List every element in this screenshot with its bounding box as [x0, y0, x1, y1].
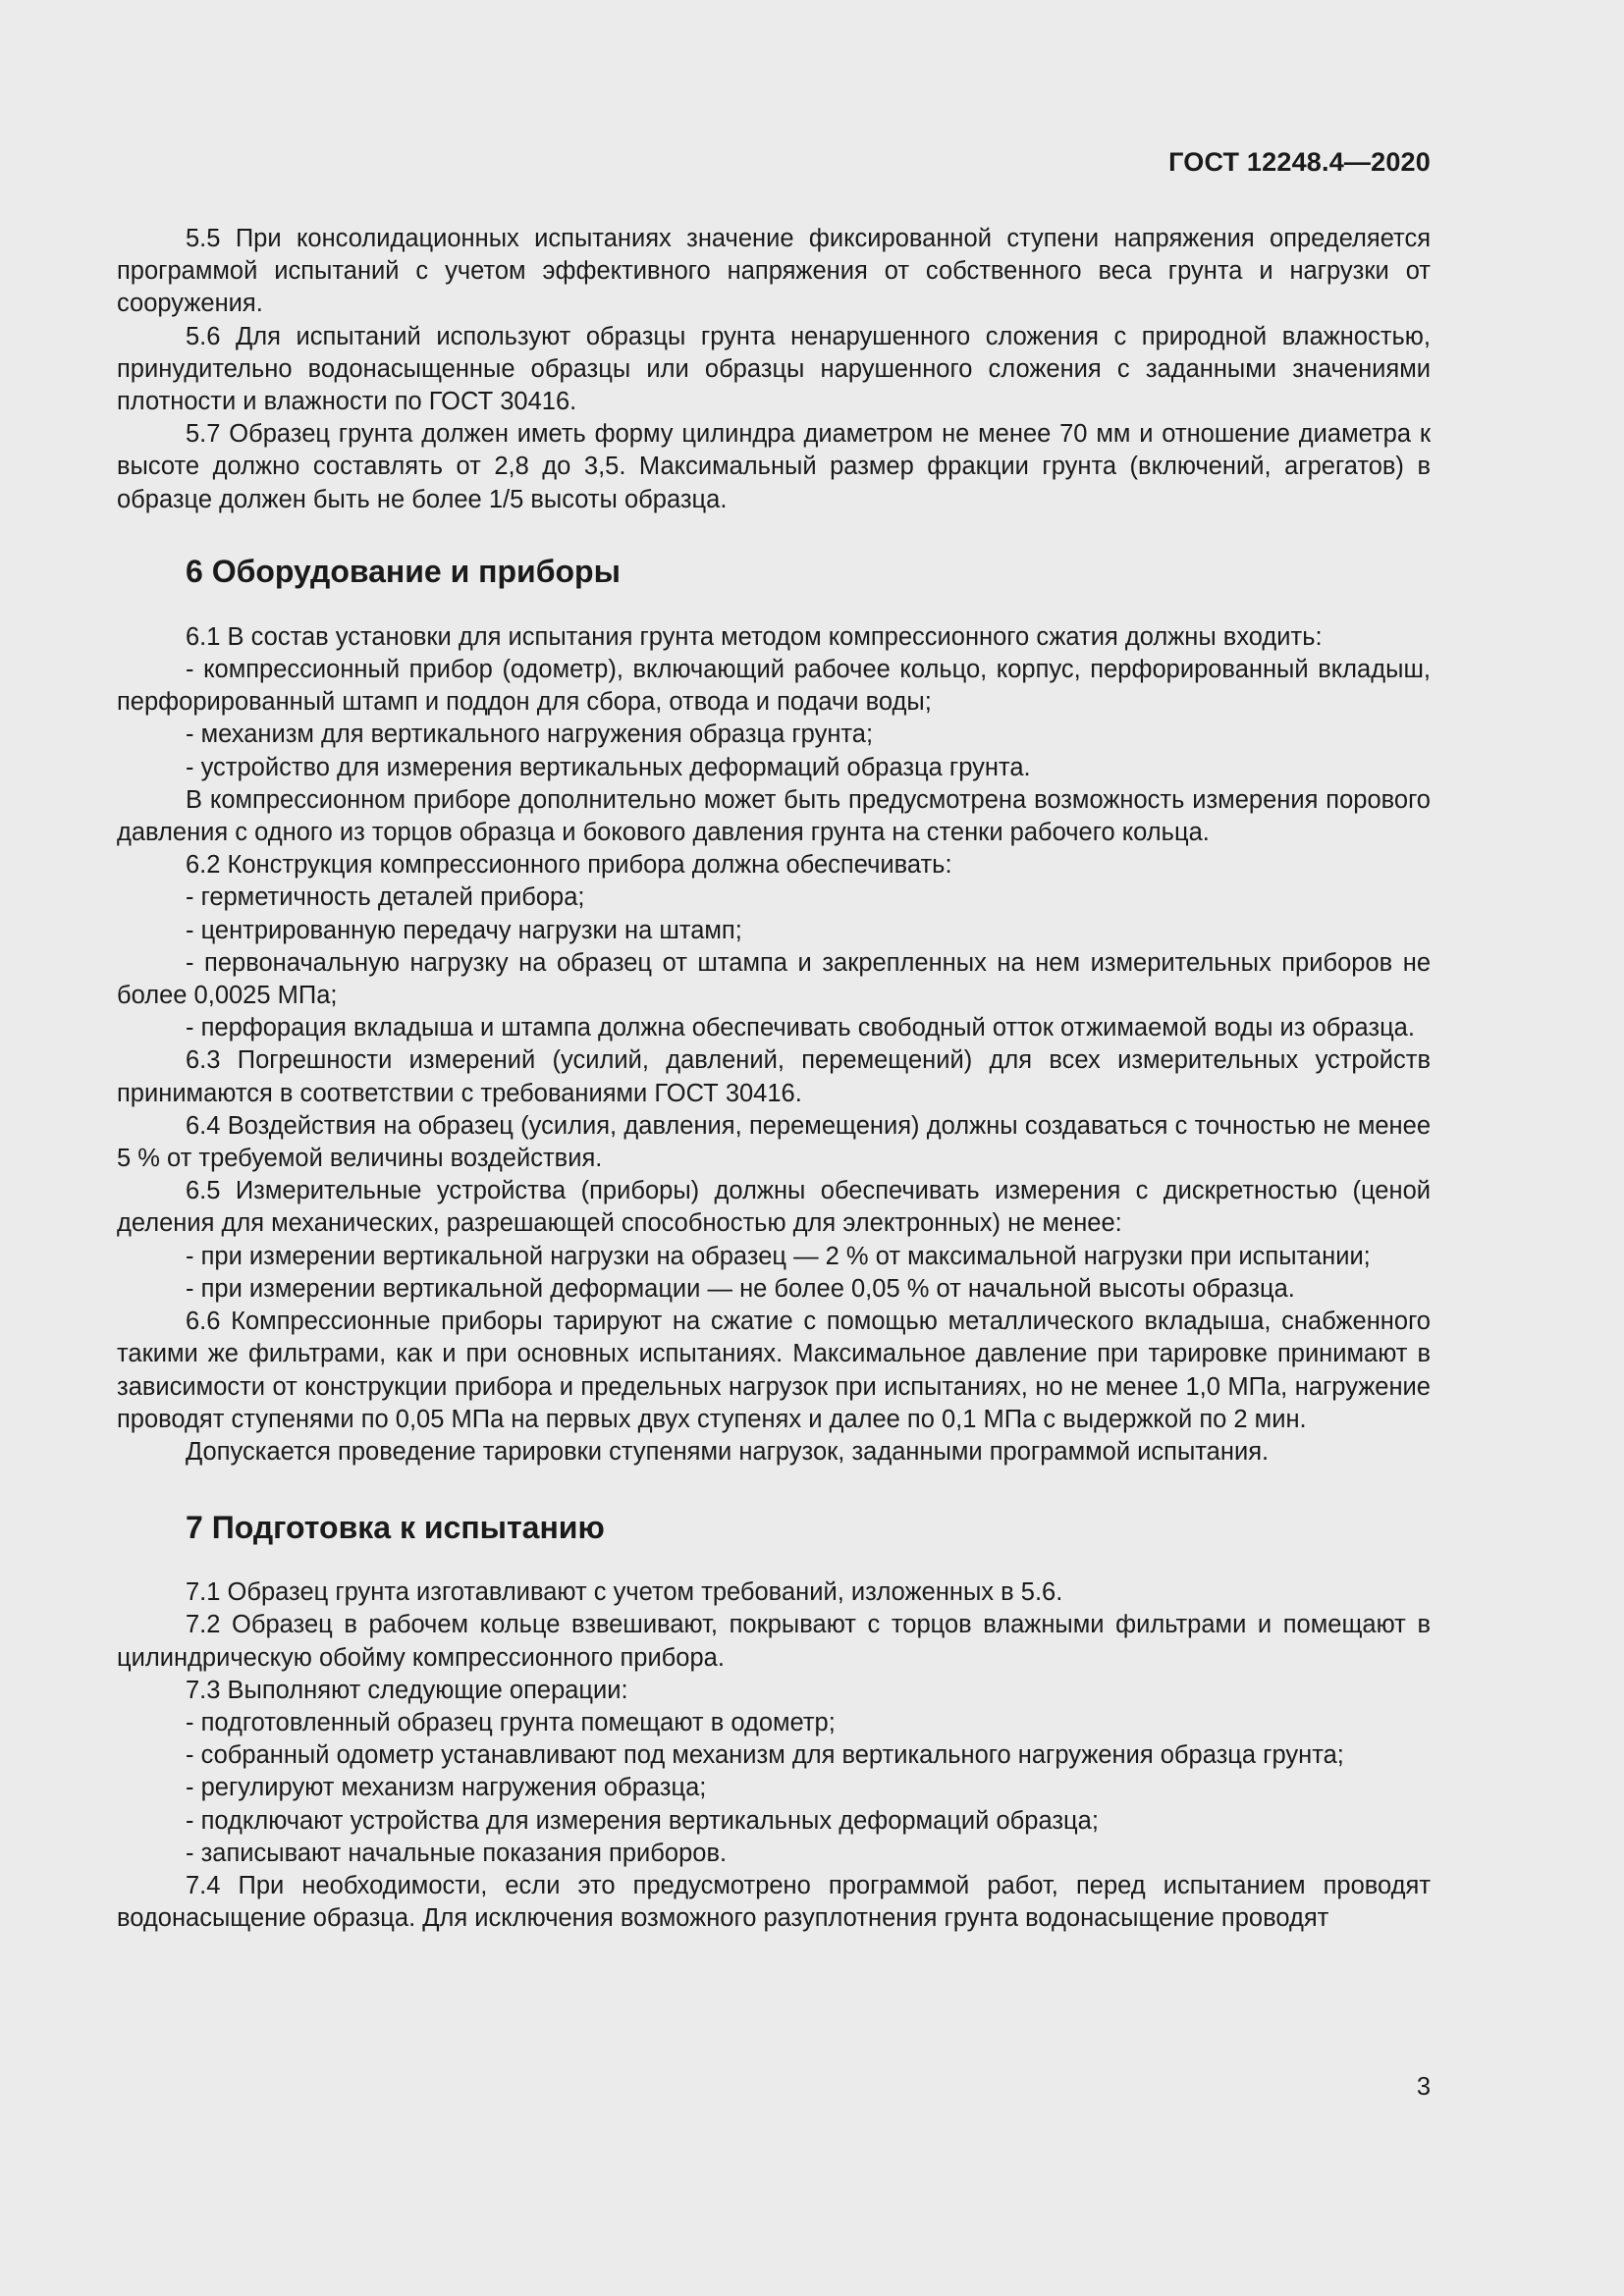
list-item-7-3-a: - подготовленный образец грунта помещают в одометр; — [186, 1708, 836, 1736]
page-content — [117, 223, 1431, 1935]
list-item-7-3-b: - собранный одометр устанавливают под механизм для вертикального нагружения образца грунта; — [186, 1741, 1344, 1770]
list-item-6-2-d: - перфорация вкладыша и штампа должна обеспечивать свободный отток отжимаемой воды из образца. — [186, 1014, 1415, 1042]
paragraph-5-5: 5.5 При консолидационных испытаниях значение фиксированной ступени напряжения определяется программой испытаний с учетом эффективного напряжения от собственного веса грунта и нагрузки от сооружения. — [117, 225, 1431, 318]
section-7-heading: 7 Подготовка к испытанию — [186, 1510, 605, 1546]
paragraph-6-6-note: Допускается проведение тарировки ступенями нагрузок, заданными программой испытания. — [186, 1437, 1270, 1466]
list-item-6-2-b: - центрированную передачу нагрузки на штамп; — [186, 916, 742, 944]
paragraph-7-4: 7.4 При необходимости, если это предусмотрено программой работ, перед испытанием проводят водонасыщение образца. Для исключения возможного разуплотнения грунта водонасыщение проводят — [117, 1871, 1431, 1933]
paragraph-7-3: 7.3 Выполняют следующие операции: — [186, 1676, 628, 1704]
list-item-7-3-c: - регулируют механизм нагружения образца; — [186, 1774, 707, 1802]
document-code: ГОСТ 12248.4—2020 — [1168, 147, 1431, 177]
paragraph-5-6: 5.6 Для испытаний используют образцы грунта ненарушенного сложения с природной влажностью, принудительно водонасыщенные образцы или образцы нарушенного сложения с заданными значениями плотности и влажности по ГОСТ 30416. — [117, 322, 1431, 416]
page-number: 3 — [1416, 2073, 1431, 2101]
document-page — [117, 0, 1431, 2296]
list-item-6-1-c: - устройство для измерения вертикальных деформаций образца грунта. — [186, 753, 1031, 781]
paragraph-7-1: 7.1 Образец грунта изготавливают с учетом требований, изложенных в 5.6. — [186, 1578, 1063, 1607]
paragraph-5-7: 5.7 Образец грунта должен иметь форму цилиндра диаметром не менее 70 мм и отношение диаметра к высоте должно составлять от 2,8 до 3,5. Максимальный размер фракции грунта (включений, агрегатов) в образце должен быть не более 1/5 высоты образца. — [117, 420, 1431, 513]
list-item-7-3-e: - записывают начальные показания приборов. — [186, 1839, 728, 1867]
paragraph-6-4: 6.4 Воздействия на образец (усилия, давления, перемещения) должны создаваться с точностью не менее 5 % от требуемой величины воздействия. — [117, 1111, 1431, 1173]
paragraph-6-6: 6.6 Компрессионные приборы тарируют на сжатие с помощью металлического вкладыша, снабженного такими же фильтрами, как и при основных испытаниях. Максимальное давление при тарировке принимают в зависимости от конструкции прибора и предельных нагрузок при испытаниях, но не менее 1,0 МПа, нагружение проводят ступенями по 0,05 МПа на первых двух ступенях и далее по 0,1 МПа с выдержкой по 2 мин. — [117, 1308, 1431, 1433]
paragraph-6-3: 6.3 Погрешности измерений (усилий, давлений, перемещений) для всех измерительных устройств принимаются в соответствии с требованиями ГОСТ 30416. — [117, 1046, 1431, 1107]
paragraph-6-1-note: В компрессионном приборе дополнительно может быть предусмотрена возможность измерения порового давления с одного из торцов образца и бокового давления грунта на стенки рабочего кольца. — [117, 785, 1431, 847]
paragraph-7-2: 7.2 Образец в рабочем кольце взвешивают, покрывают с торцов влажными фильтрами и помещают в цилиндрическую обойму компрессионного прибора. — [117, 1611, 1431, 1672]
list-item-6-5-a: - при измерении вертикальной нагрузки на образец — 2 % от максимальной нагрузки при испытании; — [186, 1242, 1371, 1270]
list-item-6-5-b: - при измерении вертикальной деформации — не более 0,05 % от начальной высоты образца. — [186, 1274, 1295, 1303]
paragraph-6-5: 6.5 Измерительные устройства (приборы) должны обеспечивать измерения с дискретностью (ценой деления для механических, разрешающей способностью для электронных) не менее: — [117, 1177, 1431, 1238]
paragraph-6-2: 6.2 Конструкция компрессионного прибора должна обеспечивать: — [186, 851, 952, 880]
list-item-6-2-a: - герметичность деталей прибора; — [186, 883, 585, 912]
list-item-6-2-c: - первоначальную нагрузку на образец от штампа и закрепленных на нем измерительных приборов не более 0,0025 МПа; — [117, 948, 1431, 1010]
list-item-6-1-b: - механизм для вертикального нагружения образца грунта; — [186, 721, 874, 749]
list-item-6-1-a: - компрессионный прибор (одометр), включающий рабочее кольцо, корпус, перфорированный вкладыш, перфорированный штамп и поддон для сбора, отвода и подачи воды; — [117, 656, 1431, 717]
list-item-7-3-d: - подключают устройства для измерения вертикальных деформаций образца; — [186, 1806, 1099, 1835]
section-6-heading: 6 Оборудование и приборы — [186, 553, 621, 589]
paragraph-6-1: 6.1 В состав установки для испытания грунта методом компрессионного сжатия должны входить: — [186, 622, 1323, 651]
